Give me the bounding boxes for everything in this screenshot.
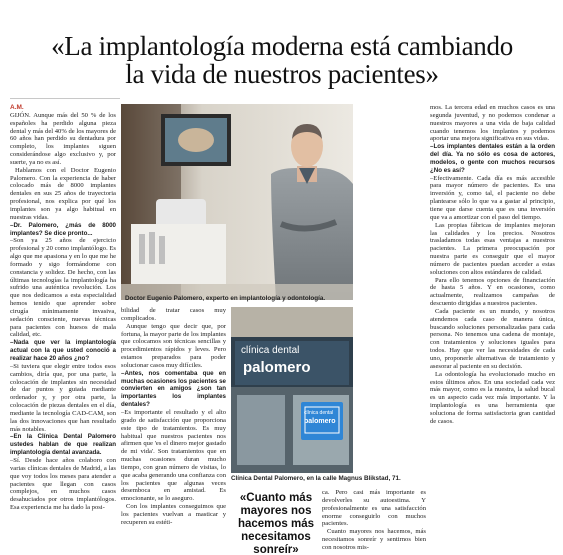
body-paragraph — [430, 371, 555, 426]
pull-quote: «Cuanto más mayores nos hacemos más necesitamos sonreír» — [237, 492, 315, 555]
body-paragraph — [430, 175, 555, 222]
paragraph-text: bilidad de tratar casos muy complicados. — [121, 307, 226, 322]
paragraph-text: Las propias fábricas de implantes mejoran las calidades y los precios. Nosotros trasladamos todas esas ventajas a nuestros pacientes. La primera preocupación por nuestra parte es conseguir que el mayor número de pacientes puedan acceder a estas soluciones con altos estándares de calidad. — [430, 221, 555, 276]
paragraph-text: –Efectivamente. Cada día es más accesible para mayor número de pacientes. Es una inversión y, como tal, el paciente no debe plantearse sólo lo que va a gastar al principio, tiene que darse cuenta que es una inversión que va a amortizar con el paso del tiempo. — [430, 174, 555, 221]
paragraph-text: ca. Pero casi más importante es devolverles su autoestima. Y profesionalmente es una satisfacción enorme conseguirlo con muchos pacientes. — [322, 489, 426, 528]
headline-line-1: «La implantología moderna está cambiando — [51, 31, 513, 61]
body-paragraph — [430, 222, 555, 277]
body-paragraph — [121, 307, 226, 323]
paragraph-text: Hablamos con el Doctor Eugenio Palomero. Con la experiencia de haber colocado más de 8000 implantes dentales en sus 25 años de trayectoria profesional, nos explica por qué los implantes son ya algo habitual en nuestras vidas. — [10, 166, 116, 221]
photo-doctor — [121, 104, 353, 300]
body-paragraph — [10, 112, 116, 167]
paragraph-text: Cuanto mayores nos hacemos, más necesitamos sonreír y sentirnos bien con nosotros mis- — [322, 528, 426, 551]
paragraph-text: Aunque tengo que decir que, por fortuna, la mayor parte de los implantes que colocamos son técnicas sencillas y procedimientos rápidos y leves. Pero estamos preparados para poder solucionar casos muy difíciles. — [121, 322, 226, 369]
text-column-1 — [10, 104, 116, 554]
question-paragraph — [121, 370, 226, 409]
paragraph-text: mos. La tercera edad en muchos casos es una segunda juventud, y no podemos condenar a nuestros mayores a una vida de baja calidad cuando tenemos los implantes y podemos aportar una mejora significativa en sus vidas. — [430, 104, 555, 143]
divider — [10, 98, 120, 99]
body-paragraph — [10, 457, 116, 512]
body-paragraph — [322, 489, 426, 528]
question-text: –Nada que ver la implantología actual con la que usted conoció a realizar hace 20 años ¿no? — [10, 339, 116, 362]
question-text: –Dr. Palomero, ¿más de 8000 implantes? Se dice pronto... — [10, 221, 116, 237]
question-paragraph — [10, 433, 116, 457]
body-paragraph — [430, 277, 555, 308]
body-paragraph — [430, 104, 555, 143]
text-column-2 — [121, 307, 226, 555]
body-paragraph — [121, 323, 226, 370]
paragraph-text: Cada paciente es un mundo, y nosotros atendemos cada caso de manera única, buscando soluciones personalizadas para cada persona. No tenemos una cadena de montaje, con tratamientos y soluciones iguales para todos. Hay que ver las necesidades de cada uno, proponerle alternativas de tratamiento y asesorar al paciente en su decisión. — [430, 307, 555, 370]
doctor-photo-illustration — [121, 104, 353, 300]
paragraph-text: –Sí. Desde hace años colaboro con varias clínicas dentales de Madrid, a las que voy todos los meses para atender a pacientes que llegan con casos complejos, en muchos casos desahuciados por otros implantólogos. Esa experiencia me ha dado la posi- — [10, 456, 116, 512]
paragraph-text: Con los implantes conseguimos que los pacientes vuelvan a masticar y recuperen su estéti- — [121, 503, 226, 526]
headline-line-2: la vida de nuestros pacientes» — [125, 59, 439, 89]
clinic-sign-small-name: palomero — [304, 418, 336, 425]
clinic-sign-small-top: clínica dental — [304, 410, 334, 416]
body-paragraph — [10, 237, 116, 339]
paragraph-text: GIJÓN. Aunque más del 50 % de los españoles ha perdido alguna pieza dental y más del 40% de los mayores de 60 años han perdido su dentadura por completo, los implantes siguen considerándose algo exclusivo y, por suerte, ya no es así. — [10, 111, 116, 166]
question-text: –En la Clínica Dental Palomero ustedes hablan de que realizan implantología dental avanzada. — [10, 433, 116, 457]
question-paragraph — [430, 143, 555, 174]
body-paragraph — [322, 528, 426, 552]
text-column-3 — [322, 489, 426, 555]
question-text: –Los implantes dentales están a la orden del día. Ya no sólo es cosa de actores, modelos, o gente con muchos recursos ¿No es así? — [430, 143, 555, 174]
body-paragraph — [10, 167, 116, 222]
photo-clinic — [231, 307, 353, 473]
body-paragraph — [121, 503, 226, 527]
clinic-facade-illustration — [231, 307, 353, 473]
question-paragraph — [10, 222, 116, 238]
question-paragraph — [10, 339, 116, 363]
photo-doctor-caption: Doctor Eugenio Palomero, experto en implantología y odontología. — [125, 295, 326, 302]
body-paragraph — [10, 363, 116, 434]
paragraph-text: La odontología ha evolucionado mucho en estos últimos años. En una sociedad cada vez más mayor, como es la nuestra, la salud bucal es un aspecto cada vez más importante. Y la implantología es una herramienta que soluciona de forma satisfactoria gran cantidad de casos. — [430, 370, 555, 425]
paragraph-text: –Es importante el resultado y el alto grado de satisfacción que proporciona este tipo de tratamientos. Es muy habitual que nuestros pacientes nos afirmen que 'es el dinero mejor gastado de mi vida'. Son tratamientos que en muchas ocasiones duran mucho tiempo, con gran número de visitas, lo que acaba generando una confianza con los pacientes que algunas veces desemboca en amistad. Es emocionante, se lo aseguro. — [121, 408, 226, 503]
paragraph-text: –Son ya 25 años de ejercicio profesional y 20 como implantólogo. Es algo que me apasiona y en lo que me he formado y sigo formándome con constancia y solidez. De hecho, con las últimas tecnologías la implantología ha sufrido una auténtica revolución. Los que nos dedicamos a esta especialidad hemos tenido que aprender sobre cirugía mínimamente invasiva, sedación consciente, nuevas técnicas para pacientes con huesos de mala calidad, etc. — [10, 237, 116, 339]
body-paragraph — [430, 308, 555, 371]
paragraph-text: –Si tuviera que elegir entre todos esos cambios, diría que, por una parte, la colocación de implantes sin necesidad de dar puntos y guiada mediante ordenador y, y por otra parte, la colocación de piezas dentales en el día, mediante la tecnología CAD-CAM, son las dos innovaciones que han resultado más notables. — [10, 362, 116, 433]
body-paragraph — [121, 409, 226, 503]
byline: A.M. — [10, 104, 24, 111]
headline — [8, 32, 556, 88]
paragraph-text: Para ello tenemos opciones de financiación de hasta 5 años. Y en ocasiones, como actualmente, realizamos campañas de descuento dirigidas a nuestros pacientes. — [430, 276, 555, 308]
question-text: –Antes, nos comentaba que en muchas ocasiones los pacientes se convierten en amigos ¿son tan importantes los implantes dentales? — [121, 369, 226, 409]
photo-clinic-caption: Clínica Dental Palomero, en la calle Magnus Blikstad, 71. — [231, 475, 401, 482]
clinic-sign-top: clínica dental — [241, 345, 300, 356]
text-column-4 — [430, 104, 555, 555]
clinic-sign-name: palomero — [243, 359, 311, 376]
